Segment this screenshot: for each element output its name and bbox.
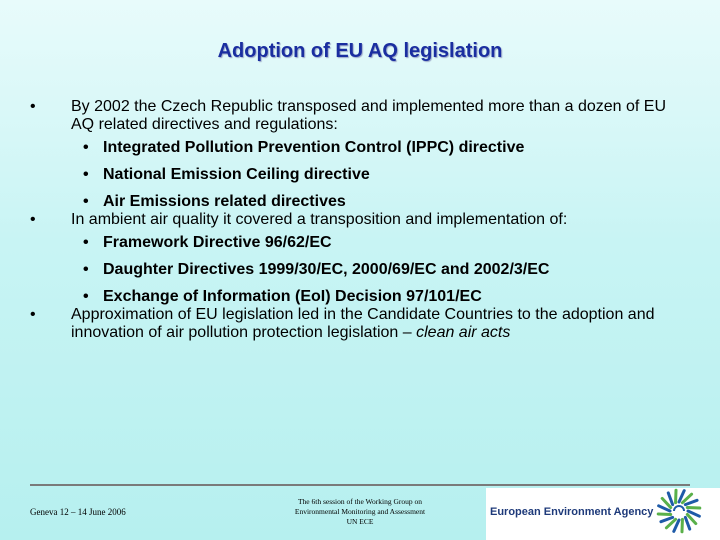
bullet-marker: • — [83, 234, 89, 251]
bullet-marker: • — [83, 166, 89, 183]
sub-bullet-1-2 — [30, 166, 670, 193]
slide-content — [30, 98, 670, 347]
logo-ray — [685, 517, 689, 529]
eea-logo-icon — [656, 488, 702, 534]
footer-event-line: Environmental Monitoring and Assessment — [294, 507, 426, 516]
sub-bullet-2-1 — [30, 234, 670, 261]
sub-bullet-text: National Emission Ceiling directive — [103, 166, 370, 183]
slide-title: Adoption of EU AQ legislation — [217, 40, 503, 62]
sub-bullet-text: Exchange of Information (EoI) Decision 97/101/EC — [103, 288, 482, 305]
bullet-1-text: By 2002 the Czech Republic transposed and implemented more than a dozen of EU AQ related directives and regulations: — [71, 98, 667, 133]
bullet-marker: • — [83, 139, 89, 156]
sub-bullet-2-2 — [30, 261, 670, 288]
bullet-marker: • — [30, 98, 36, 115]
sub-bullet-text: Air Emissions related directives — [103, 193, 346, 210]
agency-name: European Environment Agency — [490, 506, 654, 518]
bullet-marker: • — [30, 306, 36, 323]
bullet-marker: • — [83, 261, 89, 278]
bullet-marker: • — [30, 211, 36, 228]
footer-event-line: The 6th session of the Working Group on — [297, 497, 423, 506]
bullet-marker: • — [83, 193, 89, 210]
logo-ray — [661, 517, 673, 521]
logo-ray — [685, 500, 697, 504]
footer-divider — [30, 484, 690, 486]
sub-bullet-1-1 — [30, 139, 670, 166]
sub-bullet-text: Integrated Pollution Prevention Control (IPPC) directive — [103, 139, 525, 156]
footer-date-location: Geneva 12 – 14 June 2006 — [30, 507, 126, 517]
bullet-1 — [30, 98, 670, 134]
bullet-3 — [30, 306, 670, 342]
footer-event — [285, 497, 435, 527]
bullet-marker: • — [83, 288, 89, 305]
bullet-3-text: Approximation of EU legislation led in the Candidate Countries to the adoption and innovation of air pollution protection legislation – — [71, 306, 655, 341]
bullet-2-text: In ambient air quality it covered a transposition and implementation of: — [71, 211, 568, 228]
bullet-3-italic-text: clean air acts — [416, 324, 511, 341]
sub-bullet-text: Framework Directive 96/62/EC — [103, 234, 332, 251]
logo-ray — [668, 493, 672, 505]
footer-event-line: UN ECE — [346, 517, 374, 526]
bullet-2 — [30, 211, 670, 229]
sub-bullet-text: Daughter Directives 1999/30/EC, 2000/69/EC and 2002/3/EC — [103, 261, 550, 278]
